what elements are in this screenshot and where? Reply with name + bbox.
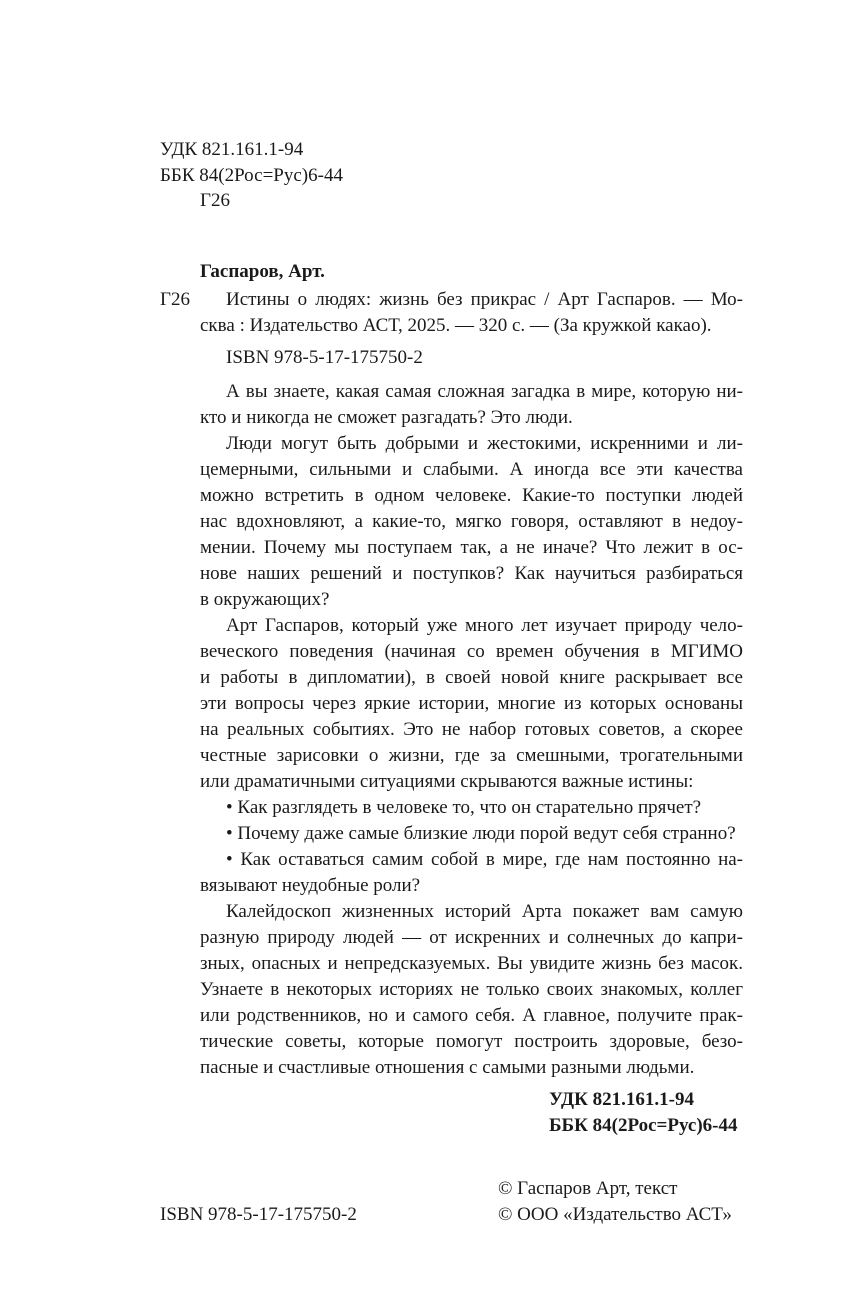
udk-code: УДК 821.161.1-94 — [160, 139, 304, 160]
annotation-line: нас вдохновляют, а какие-то, мягко говоря, оставляют в недоу- — [200, 511, 743, 532]
footer-isbn: ISBN 978-5-17-175750-2 — [160, 1204, 357, 1225]
copyright-author: © Гаспаров Арт, текст — [498, 1178, 678, 1199]
author-sign: Г26 — [200, 190, 230, 211]
annotation-line: зных, опасных и непредсказуемых. Вы увидите жизнь без масок. — [200, 953, 743, 974]
annotation-bullet: • Как оставаться самим собой в мире, где нам постоянно на- — [226, 849, 743, 870]
entry-author-sign: Г26 — [160, 289, 190, 310]
annotation-line: в окружающих? — [200, 589, 330, 610]
copyright-publisher: © ООО «Издательство АСТ» — [498, 1204, 732, 1225]
entry-description-line: Истины о людях: жизнь без прикрас / Арт Гаспаров. — Мо- — [226, 289, 743, 310]
bbk-code: ББК 84(2Рос=Рус)6-44 — [160, 165, 343, 186]
annotation-line: на реальных событиях. Это не набор готовых советов, а скорее — [200, 719, 743, 740]
entry-isbn: ISBN 978-5-17-175750-2 — [226, 347, 423, 368]
annotation-line: разную природу людей — от искренних и солнечных до капри- — [200, 927, 743, 948]
annotation-bullet: • Почему даже самые близкие люди порой ведут себя странно? — [226, 823, 736, 844]
annotation-line: можно встретить в одном человеке. Какие-то поступки людей — [200, 485, 743, 506]
annotation-line: мении. Почему мы поступаем так, а не иначе? Что лежит в ос- — [200, 537, 743, 558]
annotation-line: кто и никогда не сможет разгадать? Это люди. — [200, 407, 573, 428]
annotation-line: Арт Гаспаров, который уже много лет изучает природу чело- — [226, 615, 743, 636]
annotation-line: или драматичными ситуациями скрываются важные истины: — [200, 771, 694, 792]
annotation-line: и работы в дипломатии), в своей новой книге раскрывает все — [200, 667, 743, 688]
annotation-line: пасные и счастливые отношения с самыми разными людьми. — [200, 1057, 695, 1078]
annotation-line: или родственников, но и самого себя. А главное, получите прак- — [200, 1005, 743, 1026]
annotation-line: цемерными, сильными и слабыми. А иногда все эти качества — [200, 459, 743, 480]
annotation-bullet: • Как разглядеть в человеке то, что он старательно прячет? — [226, 797, 702, 818]
annotation-line: Узнаете в некоторых историях не только своих знакомых, коллег — [200, 979, 743, 1000]
annotation-line: веческого поведения (начиная со времен обучения в МГИМО — [200, 641, 743, 662]
bottom-udk-code: УДК 821.161.1-94 — [549, 1089, 694, 1110]
annotation-line: Калейдоскоп жизненных историй Арта покажет вам самую — [226, 901, 743, 922]
annotation-line: Люди могут быть добрыми и жестокими, искренними и ли- — [226, 433, 743, 454]
bottom-bbk-code: ББК 84(2Рос=Рус)6-44 — [549, 1115, 738, 1136]
annotation-line: вязывают неудобные роли? — [200, 875, 421, 896]
entry-description-line: сква : Издательство АСТ, 2025. — 320 с. — (За кружкой какао). — [200, 315, 712, 336]
annotation-line: нове наших решений и поступков? Как научиться разбираться — [200, 563, 743, 584]
annotation-line: честные зарисовки о жизни, где за смешными, трогательными — [200, 745, 743, 766]
entry-author: Гаспаров, Арт. — [200, 261, 325, 282]
annotation-line: эти вопросы через яркие истории, многие из которых основаны — [200, 693, 743, 714]
annotation-line: тические советы, которые помогут построить здоровые, безо- — [200, 1031, 743, 1052]
annotation-line: А вы знаете, какая самая сложная загадка в мире, которую ни- — [226, 381, 743, 402]
